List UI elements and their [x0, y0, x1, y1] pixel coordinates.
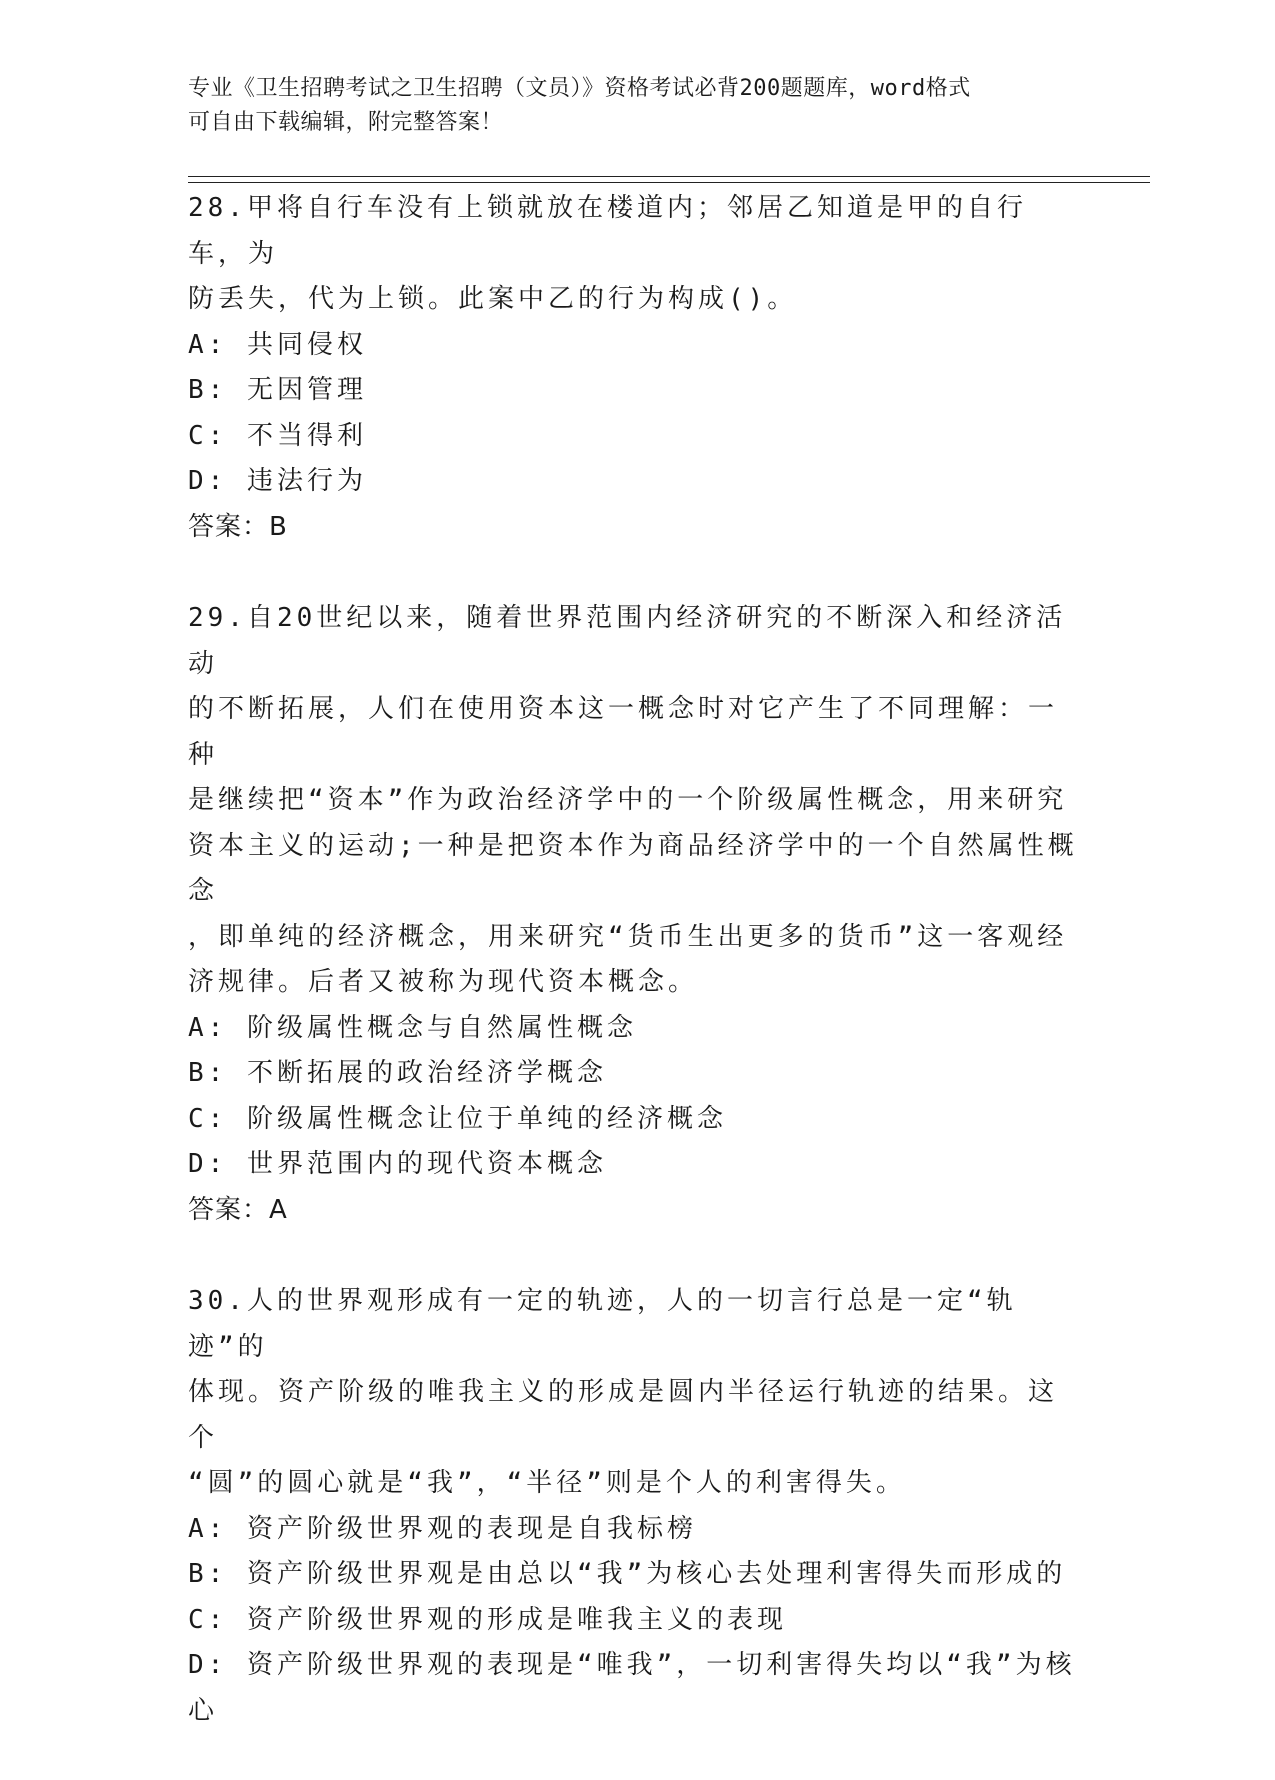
- option-b: B: 不断拓展的政治经济学概念: [188, 1058, 607, 1088]
- option-d: D: 资产阶级世界观的表现是“唯我”，一切利害得失均以“我”为核: [188, 1650, 1076, 1680]
- option-d: D: 违法行为: [188, 466, 367, 496]
- question-stem-line: 30.人的世界观形成有一定的轨迹，人的一切言行总是一定“轨迹”的: [188, 1286, 1017, 1362]
- question-list: [188, 186, 1078, 1780]
- header-divider-top: [188, 176, 1150, 177]
- option-a: A: 共同侵权: [188, 329, 367, 360]
- option-b: B: 资产阶级世界观是由总以“我”为核心去处理利害得失而形成的: [188, 1559, 1067, 1589]
- header-divider-bottom: [188, 182, 1150, 183]
- question-30: [188, 1279, 1078, 1734]
- question-stem-line: “圆”的圆心就是“我”，“半径”则是个人的利害得失。: [188, 1468, 906, 1498]
- question-stem-line: ，即单纯的经济概念，用来研究“货币生出更多的货币”这一客观经: [188, 921, 1068, 952]
- answer: 答案：B: [188, 511, 288, 542]
- header-line-1: 专业《卫生招聘考试之卫生招聘（文员）》资格考试必背200题题库，word格式: [188, 76, 971, 101]
- option-b: B: 无因管理: [188, 375, 367, 405]
- header-line-2: 可自由下载编辑，附完整答案！: [188, 110, 504, 135]
- document-header: [188, 72, 1068, 140]
- option-c: C: 阶级属性概念让位于单纯的经济概念: [188, 1103, 727, 1134]
- option-a: A: 阶级属性概念与自然属性概念: [188, 1012, 637, 1043]
- option-d-continuation: 心: [188, 1695, 219, 1726]
- option-c: C: 资产阶级世界观的形成是唯我主义的表现: [188, 1604, 787, 1635]
- question-stem-line: 体现。资产阶级的唯我主义的形成是圆内半径运行轨迹的结果。这个: [188, 1377, 1059, 1453]
- option-d: D: 世界范围内的现代资本概念: [188, 1149, 607, 1179]
- option-a: A: 资产阶级世界观的表现是自我标榜: [188, 1513, 697, 1544]
- question-28: [188, 186, 1078, 550]
- question-stem-line: 是继续把“资本”作为政治经济学中的一个阶级属性概念，用来研究: [188, 785, 1068, 815]
- question-stem-line: 防丢失，代为上锁。此案中乙的行为构成()。: [188, 284, 798, 314]
- question-stem-line: 济规律。后者又被称为现代资本概念。: [188, 967, 699, 997]
- option-c: C: 不当得利: [188, 420, 367, 451]
- question-stem-line: 28.甲将自行车没有上锁就放在楼道内；邻居乙知道是甲的自行车，为: [188, 193, 1027, 269]
- question-stem-line: 29.自20世纪以来，随着世界范围内经济研究的不断深入和经济活动: [188, 603, 1067, 679]
- answer: 答案：A: [188, 1194, 288, 1225]
- question-29: [188, 596, 1078, 1233]
- question-stem-line: 资本主义的运动;一种是把资本作为商品经济学中的一个自然属性概念: [188, 830, 1078, 906]
- question-stem-line: 的不断拓展，人们在使用资本这一概念时对它产生了不同理解：一种: [188, 694, 1059, 770]
